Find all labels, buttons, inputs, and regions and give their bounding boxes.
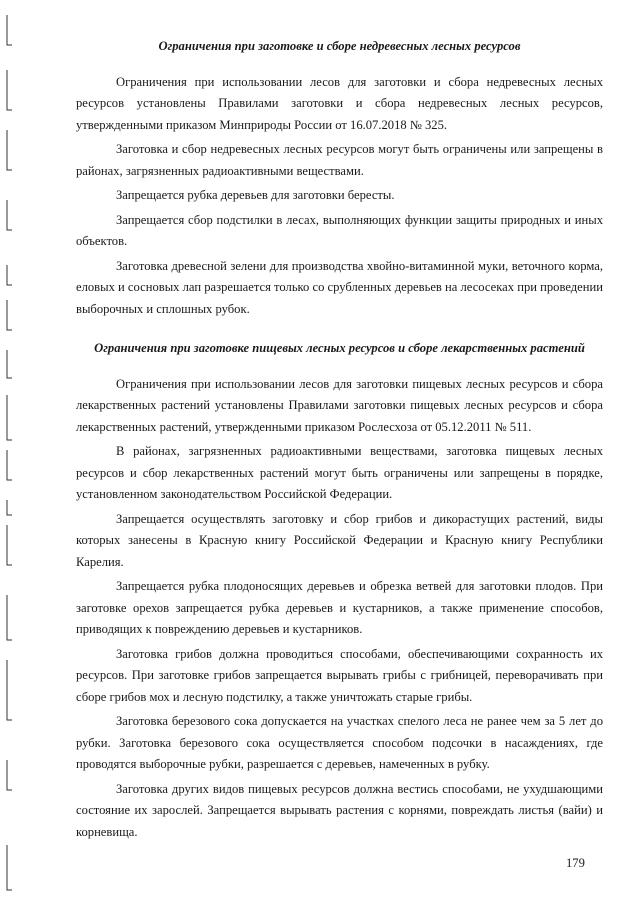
paragraph: Запрещается рубка деревьев для заготовки бересты. [116,188,395,202]
binding-margin-marks [0,0,30,905]
paragraph: Заготовка других видов пищевых ресурсов должна вестись способами, не ухудшающими состояние их зарослей. Запрещается вырывать растения с корнями, повреждать листья (вайи) и корневища. [76,781,603,839]
document-body [76,36,603,846]
section-heading: Ограничения при заготовке и сборе недревесных лесных ресурсов [158,39,521,53]
paragraph: Заготовка грибов должна проводиться способами, обеспечивающими сохранность их ресурсов. При заготовке грибов запрещается вырывать грибы с грибницей, переворачивать при сборе грибов мох и лесную подстилку, а также уничтожать старые грибы. [76,646,603,704]
paragraph: Ограничения при использовании лесов для заготовки и сбора недревесных лесных ресурсов установлены Правилами заготовки и сбора недревесных лесных ресурсов, утвержденными приказом Минприроды России от 16.07.2018 № 325. [76,74,603,132]
paragraph: Заготовка березового сока допускается на участках спелого леса не ранее чем за 5 лет до рубки. Заготовка березового сока осуществляется способом подсочки в насаждениях, где проводятся выборочные рубки, разрешается с деревьев, намеченных в рубку. [76,714,603,771]
paragraph: Ограничения при использовании лесов для заготовки пищевых лесных ресурсов и сбора лекарственных растений установлены Правилами заготовки пищевых лесных ресурсов и сбора лекарственных растений, утвержденными приказом Рослесхоза от 05.12.2011 № 511. [76,376,603,434]
paragraph: Запрещается сбор подстилки в лесах, выполняющих функции защиты природных и иных объектов. [76,212,603,248]
section-heading: Ограничения при заготовке пищевых лесных ресурсов и сборе лекарственных растений [94,341,585,355]
section-nontimber [76,36,603,320]
paragraph: Запрещается осуществлять заготовку и сбор грибов и дикорастущих растений, виды которых занесены в Красную книгу Российской Федерации и Красную книгу Республики Карелия. [76,511,603,569]
page-number: 179 [566,856,585,870]
paragraph: Запрещается рубка плодоносящих деревьев и обрезка ветвей для заготовки плодов. При заготовке орехов запрещается рубка деревьев и кустарников, а также применение способов, приводящих к повреждению деревьев и кустарников. [76,579,603,636]
section-food-medicinal [76,338,603,843]
paragraph: В районах, загрязненных радиоактивными веществами, заготовка пищевых лесных ресурсов и сбор лекарственных растений могут быть ограничены или запрещены в порядке, установленном законодательством Российской Федерации. [76,444,603,501]
paragraph: Заготовка и сбор недревесных лесных ресурсов могут быть ограничены или запрещены в районах, загрязненных радиоактивными веществами. [76,142,603,178]
paragraph: Заготовка древесной зелени для производства хвойно-витаминной муки, веточного корма, еловых и сосновых лап разрешается только со срубленных деревьев на лесосеках при проведении выборочных и сплошных рубок. [76,258,603,316]
